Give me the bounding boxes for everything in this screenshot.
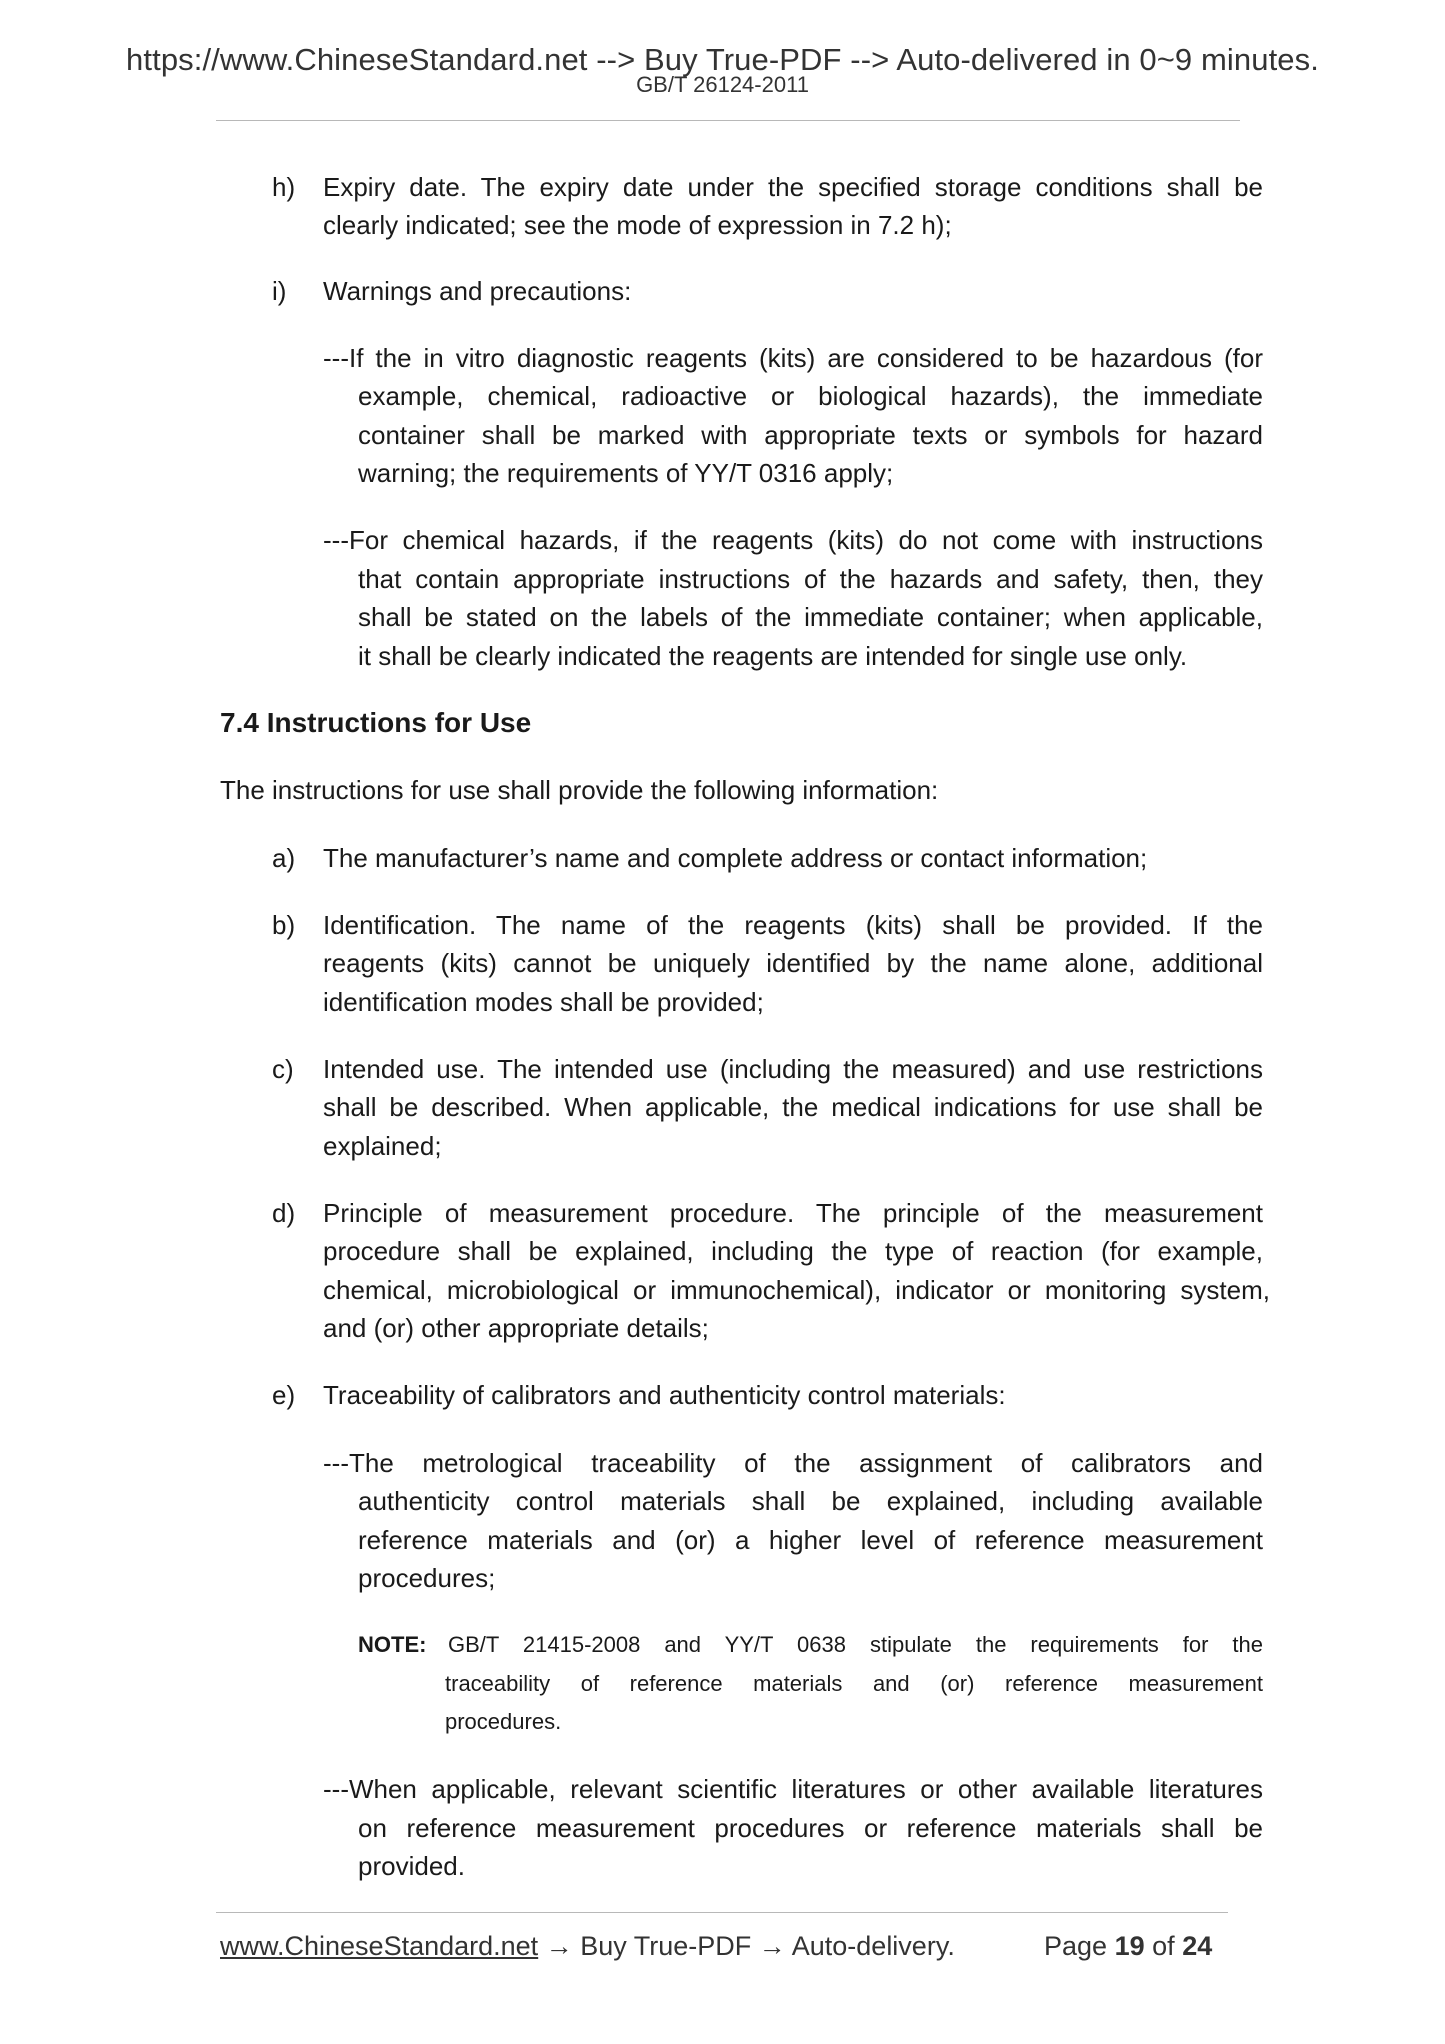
note-line3: procedures. bbox=[445, 1709, 562, 1734]
item-i-dash2-line3: shall be stated on the labels of the immediate container; when applicable, bbox=[358, 602, 1263, 632]
top-banner: https://www.ChineseStandard.net --> Buy True-PDF --> Auto-delivered in 0~9 minutes. bbox=[126, 42, 1319, 77]
item-e-dash1-line2: authenticity control materials shall be explained, including available bbox=[358, 1486, 1263, 1516]
note-label: NOTE: bbox=[358, 1632, 427, 1657]
item-d-line2: procedure shall be explained, including the type of reaction (for example, bbox=[323, 1236, 1263, 1266]
section-intro: The instructions for use shall provide the following information: bbox=[220, 775, 939, 805]
item-i-dash1-line3: container shall be marked with appropriate texts or symbols for hazard bbox=[358, 420, 1263, 450]
note-line2: traceability of reference materials and (or) reference measurement bbox=[445, 1671, 1263, 1696]
footer-left bbox=[220, 1931, 955, 1962]
item-c-line3: explained; bbox=[323, 1131, 442, 1161]
section-heading: 7.4 Instructions for Use bbox=[220, 707, 532, 738]
item-i-dash1-line1: ---If the in vitro diagnostic reagents (kits) are considered to be hazardous (for bbox=[323, 343, 1263, 373]
item-e-dash2-line2: on reference measurement procedures or reference materials shall be bbox=[358, 1813, 1263, 1843]
item-h-line1: Expiry date. The expiry date under the specified storage conditions shall be bbox=[323, 172, 1263, 202]
page-total: 24 bbox=[1182, 1931, 1213, 1961]
item-b-label: b) bbox=[272, 910, 296, 940]
item-e-dash2-line3: provided. bbox=[358, 1851, 465, 1881]
item-d-line4: and (or) other appropriate details; bbox=[323, 1313, 709, 1343]
item-e-label: e) bbox=[272, 1380, 296, 1410]
note-tag bbox=[358, 1626, 426, 1665]
item-b-line3: identification modes shall be provided; bbox=[323, 987, 764, 1017]
note-line1: GB/T 21415-2008 and YY/T 0638 stipulate the requirements for the bbox=[448, 1632, 1263, 1657]
item-c-line2: shall be described. When applicable, the medical indications for use shall be bbox=[323, 1092, 1263, 1122]
item-i-label: i) bbox=[272, 276, 287, 306]
item-i-dash1-line2: example, chemical, radioactive or biological hazards), the immediate bbox=[358, 381, 1263, 411]
item-b-line1: Identification. The name of the reagents (kits) shall be provided. If the bbox=[323, 910, 1263, 940]
item-c-line1: Intended use. The intended use (including the measured) and use restrictions bbox=[323, 1054, 1263, 1084]
item-d-line1: Principle of measurement procedure. The principle of the measurement bbox=[323, 1198, 1263, 1228]
item-i-dash2-line4: it shall be clearly indicated the reagents are intended for single use only. bbox=[358, 641, 1188, 671]
item-h-line2: clearly indicated; see the mode of expression in 7.2 h); bbox=[323, 210, 952, 240]
item-i-text: Warnings and precautions: bbox=[323, 276, 632, 306]
item-e-dash1-line1: ---The metrological traceability of the assignment of calibrators and bbox=[323, 1448, 1263, 1478]
footer-tagline: → Buy True-PDF → Auto-delivery. bbox=[538, 1931, 955, 1961]
of-word: of bbox=[1152, 1931, 1175, 1961]
item-e-dash1-line3: reference materials and (or) a higher level of reference measurement bbox=[358, 1525, 1263, 1555]
item-i-dash2-line1: ---For chemical hazards, if the reagents (kits) do not come with instructions bbox=[323, 525, 1263, 555]
document-code: GB/T 26124-2011 bbox=[636, 72, 809, 97]
page-word: Page bbox=[1044, 1931, 1108, 1961]
item-d-label: d) bbox=[272, 1198, 296, 1228]
item-c-label: c) bbox=[272, 1054, 294, 1084]
item-a-text: The manufacturer’s name and complete address or contact information; bbox=[323, 843, 1148, 873]
item-e-text: Traceability of calibrators and authenticity control materials: bbox=[323, 1380, 1006, 1410]
item-d-line3: chemical, microbiological or immunochemical), indicator or monitoring system, bbox=[323, 1275, 1270, 1305]
item-e-dash2-line1: ---When applicable, relevant scientific literatures or other available literatures bbox=[323, 1774, 1263, 1804]
page-number bbox=[1044, 1931, 1212, 1962]
page-current: 19 bbox=[1114, 1931, 1145, 1961]
item-b-line2: reagents (kits) cannot be uniquely identified by the name alone, additional bbox=[323, 948, 1263, 978]
item-a-label: a) bbox=[272, 843, 296, 873]
footer-site-link[interactable]: www.ChineseStandard.net bbox=[220, 1931, 539, 1961]
item-e-dash1-line4: procedures; bbox=[358, 1563, 496, 1593]
item-i-dash1-line4: warning; the requirements of YY/T 0316 apply; bbox=[358, 458, 894, 488]
item-h-label: h) bbox=[272, 172, 296, 202]
header-divider bbox=[216, 120, 1240, 121]
item-i-dash2-line2: that contain appropriate instructions of the hazards and safety, then, they bbox=[358, 564, 1263, 594]
footer-divider bbox=[216, 1912, 1228, 1913]
